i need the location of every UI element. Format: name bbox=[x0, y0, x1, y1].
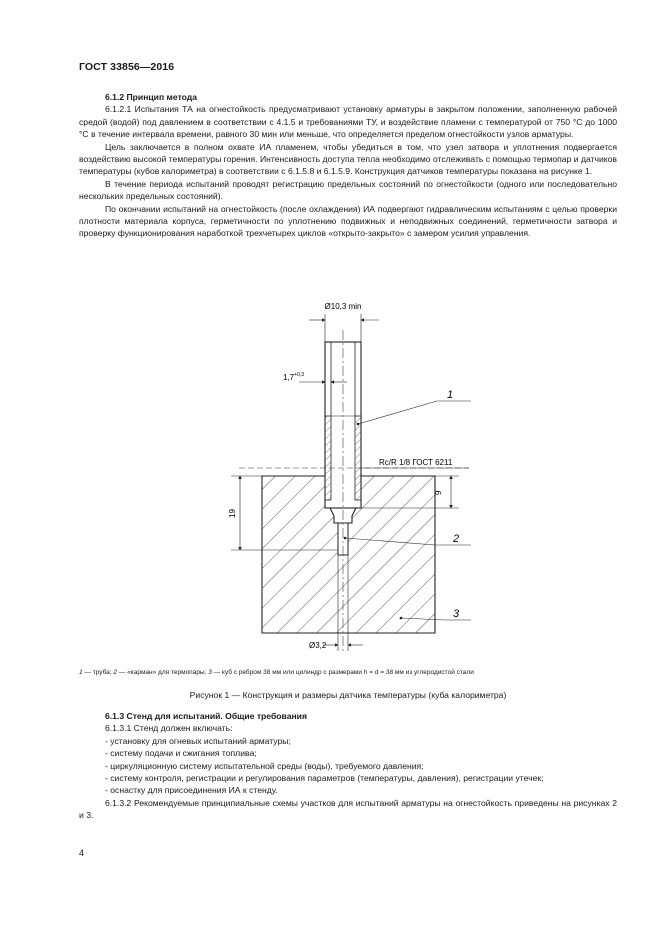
document-header: ГОСТ 33856—2016 bbox=[79, 61, 175, 73]
paragraph-after-test: По окончании испытаний на огнестойкость (после охлаждения) ИА подвергают гидравлическим испытаниям с целью проверки плотности материала корпуса, герметичности по уплотнению подвижных и неподвижных соединений, герметичности затвора и проверку функционирования наработкой трехчетырех циклов «открыто-закрыто» с замером усилия управления. bbox=[79, 203, 617, 239]
figure-caption: Рисунок 1 — Конструкция и размеры датчика температуры (куба калориметра) bbox=[189, 690, 507, 700]
section-6-1-2 bbox=[79, 91, 617, 240]
pipe-wall-left bbox=[325, 416, 331, 500]
dim-bottom-diameter: Ø3,2 bbox=[309, 641, 327, 650]
paragraph-6-1-2-1: 6.1.2.1 Испытания ТА на огнестойкость предусматривают установку арматуры в закрытом положении, заполненную рабочей средой (водой) под давлением в соответствии с 4.1.5 и требованиями ТУ, и воздействие пламени с температурой от 750 °С до 1000 °С в течение интервала времени, равного 30 мин или меньше, что определяется пределом огнестойкости узлов арматуры. bbox=[79, 104, 617, 140]
label-3: 3 bbox=[453, 608, 460, 620]
label-1: 1 bbox=[447, 389, 454, 401]
section-title-6-1-3: 6.1.3 Стенд для испытаний. Общие требования bbox=[105, 711, 307, 721]
list-item: - систему подачи и сжигания топлива; bbox=[105, 748, 257, 759]
label-2: 2 bbox=[453, 533, 460, 545]
list-item: - оснастку для присоединения ИА к стенду. bbox=[105, 785, 278, 796]
list-item: - систему контроля, регистрации и регулирования параметров (температуры, давления), регистрации утечек; bbox=[105, 773, 544, 784]
figure-1 bbox=[79, 296, 617, 666]
dim-height: 19 bbox=[228, 509, 237, 518]
paragraph-registration: В течение периода испытаний проводят регистрацию предельных состояний по огнестойкости (одного или последовательно нескольких предельных состояний). bbox=[79, 178, 617, 202]
list-item: - циркуляционную систему испытательной среды (воды), требуемого давления; bbox=[105, 760, 424, 771]
section-6-1-3 bbox=[79, 710, 617, 822]
figure-legend: 1 — труба; 2 — «карман» для термопары; 3 — куб с ребром 38 мм или цилиндр с размерами h = d = 38 мм из углеродистой стали bbox=[79, 669, 474, 676]
pipe-wall-right bbox=[355, 416, 361, 500]
page-number: 4 bbox=[79, 848, 85, 858]
paragraph-6-1-3-1: 6.1.3.1 Стенд должен включать: bbox=[105, 723, 233, 734]
sensor-drawing bbox=[79, 296, 617, 666]
dim-top-diameter: Ø10,3 min bbox=[324, 302, 362, 311]
dim-step: $1,7^{+0,3}$ bbox=[283, 372, 304, 382]
section-title-6-1-2: 6.1.2 Принцип метода bbox=[105, 92, 198, 102]
list-item: - установку для огневых испытаний арматуры; bbox=[105, 735, 291, 746]
dim-thread: Rc/R 1/8 ГОСТ 6211 bbox=[379, 458, 453, 467]
dim-depth: 9 bbox=[434, 490, 443, 495]
paragraph-goal: Цель заключается в полном охвате ИА пламенем, чтобы убедиться в том, что узел затвора и уплотнения подвергается воздействию высокой температуры горения. Интенсивность доступа тепла необходимо отслеживать с помощью термопар и датчиков температуры (кубов калориметра) в соответствии с 6.1.5.8 и 6.1.5.9. Конструкция датчиков температуры показана на рисунке 1. bbox=[79, 141, 617, 177]
paragraph-6-1-3-2: 6.1.3.2 Рекомендуемые принципиальные схемы участков для испытаний арматуры на огнестойкость приведены на рисунках 2 и 3. bbox=[79, 797, 617, 821]
